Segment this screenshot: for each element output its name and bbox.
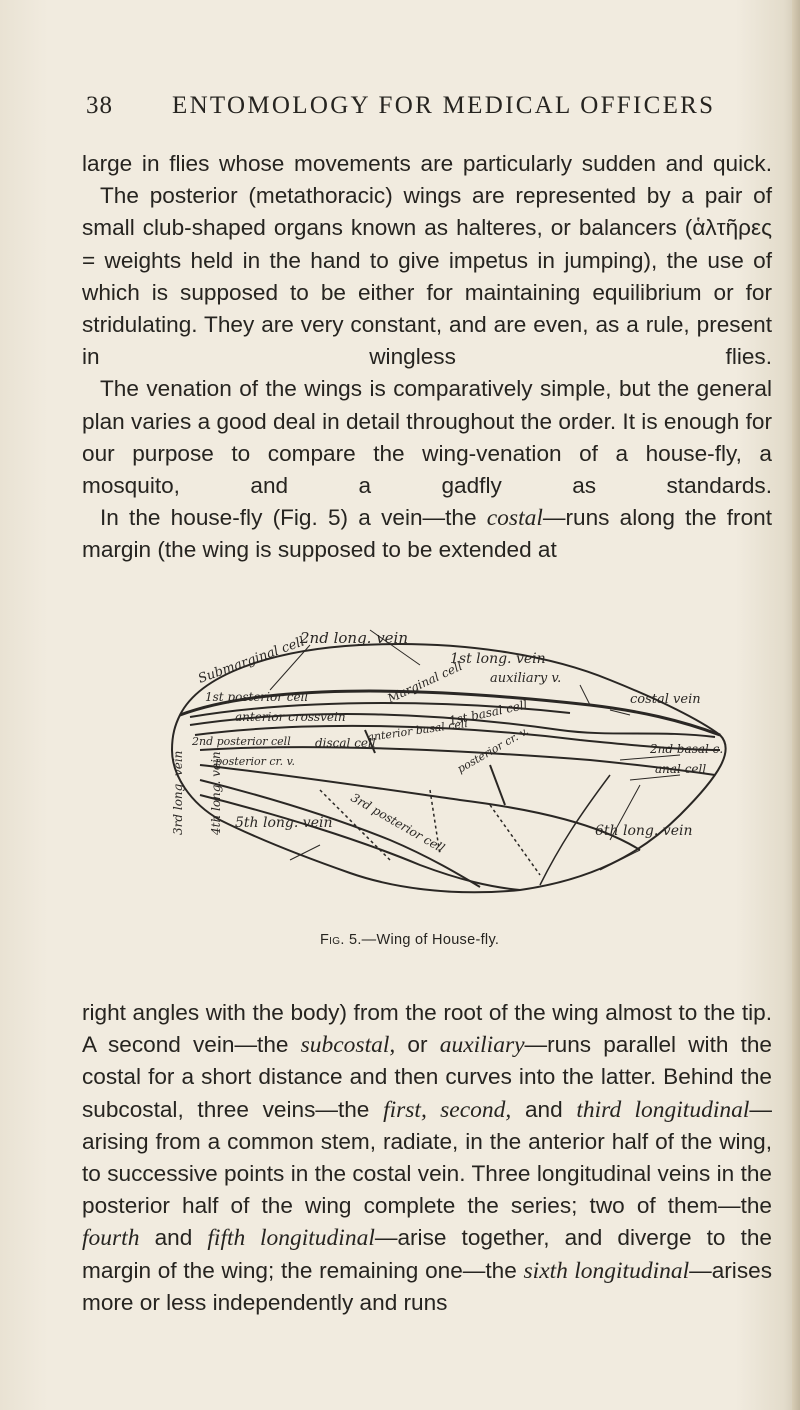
text-run: and	[139, 1225, 208, 1251]
caption-text: —Wing of House-fly.	[361, 932, 500, 948]
italic-term: fifth longitudinal	[207, 1225, 375, 1252]
caption-prefix: Fig. 5.	[320, 932, 362, 948]
dashed-vein	[490, 805, 540, 875]
paragraph: The venation of the wings is comparatively simple, but the general plan varies a good deal in detail throughout the order. It is enough for our purpose to compare the wing-venation of a house-fly, a mosquito, and a gadfly as standards.	[82, 376, 772, 499]
text-run: —runs along the front margin (the wing is supposed to be extended at	[82, 505, 772, 563]
fig-label-fifth-long-vein: 5th long. vein	[235, 815, 333, 831]
running-head	[86, 92, 766, 132]
text-run: —arise together, and diverge to the margin of the wing; the remaining one—the	[82, 1225, 772, 1283]
fig-label-anterior-crossvein: anterior crossvein	[235, 710, 346, 724]
fig-label-fourth-long-vein: 4th long. vein	[209, 751, 223, 835]
italic-term: sixth longitudinal	[523, 1257, 690, 1284]
figure-caption	[320, 932, 620, 948]
fig-label-third-posterior-cell: 3rd posterior cell	[348, 790, 448, 856]
leader-line	[600, 850, 640, 870]
text-run: and	[511, 1096, 577, 1122]
text-run: —arises more or less independently and runs	[82, 1257, 772, 1315]
inner-vein	[320, 790, 440, 860]
paragraph	[82, 502, 772, 566]
italic-term: third longitudinal	[576, 1096, 750, 1123]
italic-term: fourth	[82, 1225, 140, 1252]
wing-diagram	[160, 625, 760, 925]
text-run: —runs parallel with the costal for a short distance and then curves into the latter. Behind the subcostal, three veins—the	[82, 1032, 772, 1122]
text-run: —arising from a common stem, radiate, in the anterior half of the wing, to successive points in the costal vein. Three longitudinal veins in the posterior half of the wing complete the series; two of them—the	[82, 1096, 772, 1219]
fig-label-auxiliary-vein: auxiliary v.	[490, 671, 562, 686]
paragraph: large in flies whose movements are particularly sudden and quick.	[82, 151, 772, 176]
fig-label-second-long-vein: 2nd long. vein	[300, 629, 409, 647]
fig-label-second-basal-cell: 2nd basal c.	[650, 742, 724, 756]
italic-term: costal	[486, 505, 543, 532]
fig-label-discal-cell: discal cell	[315, 736, 376, 750]
page-edge	[792, 0, 800, 1410]
text-run: right angles with the body) from the root of the wing almost to the tip. A second vein—the	[82, 1000, 772, 1058]
fig-label-posterior-crossvein-2: posterior cr. v.	[455, 724, 531, 776]
running-title: ENTOMOLOGY FOR MEDICAL OFFICERS	[172, 92, 716, 119]
fig-label-costal-vein: costal vein	[630, 692, 701, 707]
fig-label-first-posterior-cell: 1st posterior cell	[205, 690, 309, 704]
fig-label-second-posterior-cell: 2nd posterior cell	[192, 735, 291, 748]
wing-figure	[160, 625, 760, 925]
text-run: In the house-fly (Fig. 5) a vein—the	[100, 505, 477, 531]
paragraph	[82, 997, 772, 1319]
fig-label-anal-cell: anal cell	[655, 762, 707, 776]
italic-term: first, second,	[383, 1096, 512, 1123]
fig-label-anterior-basal-cell: anterior basal cell	[366, 717, 469, 744]
text-block-bottom	[82, 997, 772, 1319]
fig-label-marginal-cell: Marginal cell	[385, 658, 465, 706]
fig-label-first-basal-cell: 1st basal cell	[447, 697, 529, 728]
italic-term: auxiliary	[439, 1032, 525, 1059]
italic-term: subcostal,	[300, 1032, 396, 1059]
fig-label-posterior-crossvein: posterior cr. v.	[215, 755, 296, 768]
page-number: 38	[86, 92, 113, 119]
fig-label-third-long-vein: 3rd long. vein	[171, 750, 185, 835]
fig-label-first-long-vein: 1st long. vein	[450, 651, 546, 667]
wing-outline	[172, 644, 726, 892]
text-block-top	[82, 148, 772, 567]
fig-label-sixth-long-vein: 6th long. vein	[595, 823, 693, 839]
posterior-crossvein	[490, 765, 505, 805]
leader-line	[580, 685, 590, 705]
fig-label-submarginal-cell: Submarginal cell	[196, 634, 307, 687]
text-run: or	[395, 1032, 440, 1058]
paragraph: The posterior (metathoracic) wings are represented by a pair of small club-shaped organs known as halteres, or balancers (ἁλτῆρες = weights held in the hand to give impetus in jumping), the use of which is supposed to be either for maintaining equilibrium or for stridulating. They are very constant, and are even, as a rule, present in wingless flies.	[82, 183, 772, 370]
